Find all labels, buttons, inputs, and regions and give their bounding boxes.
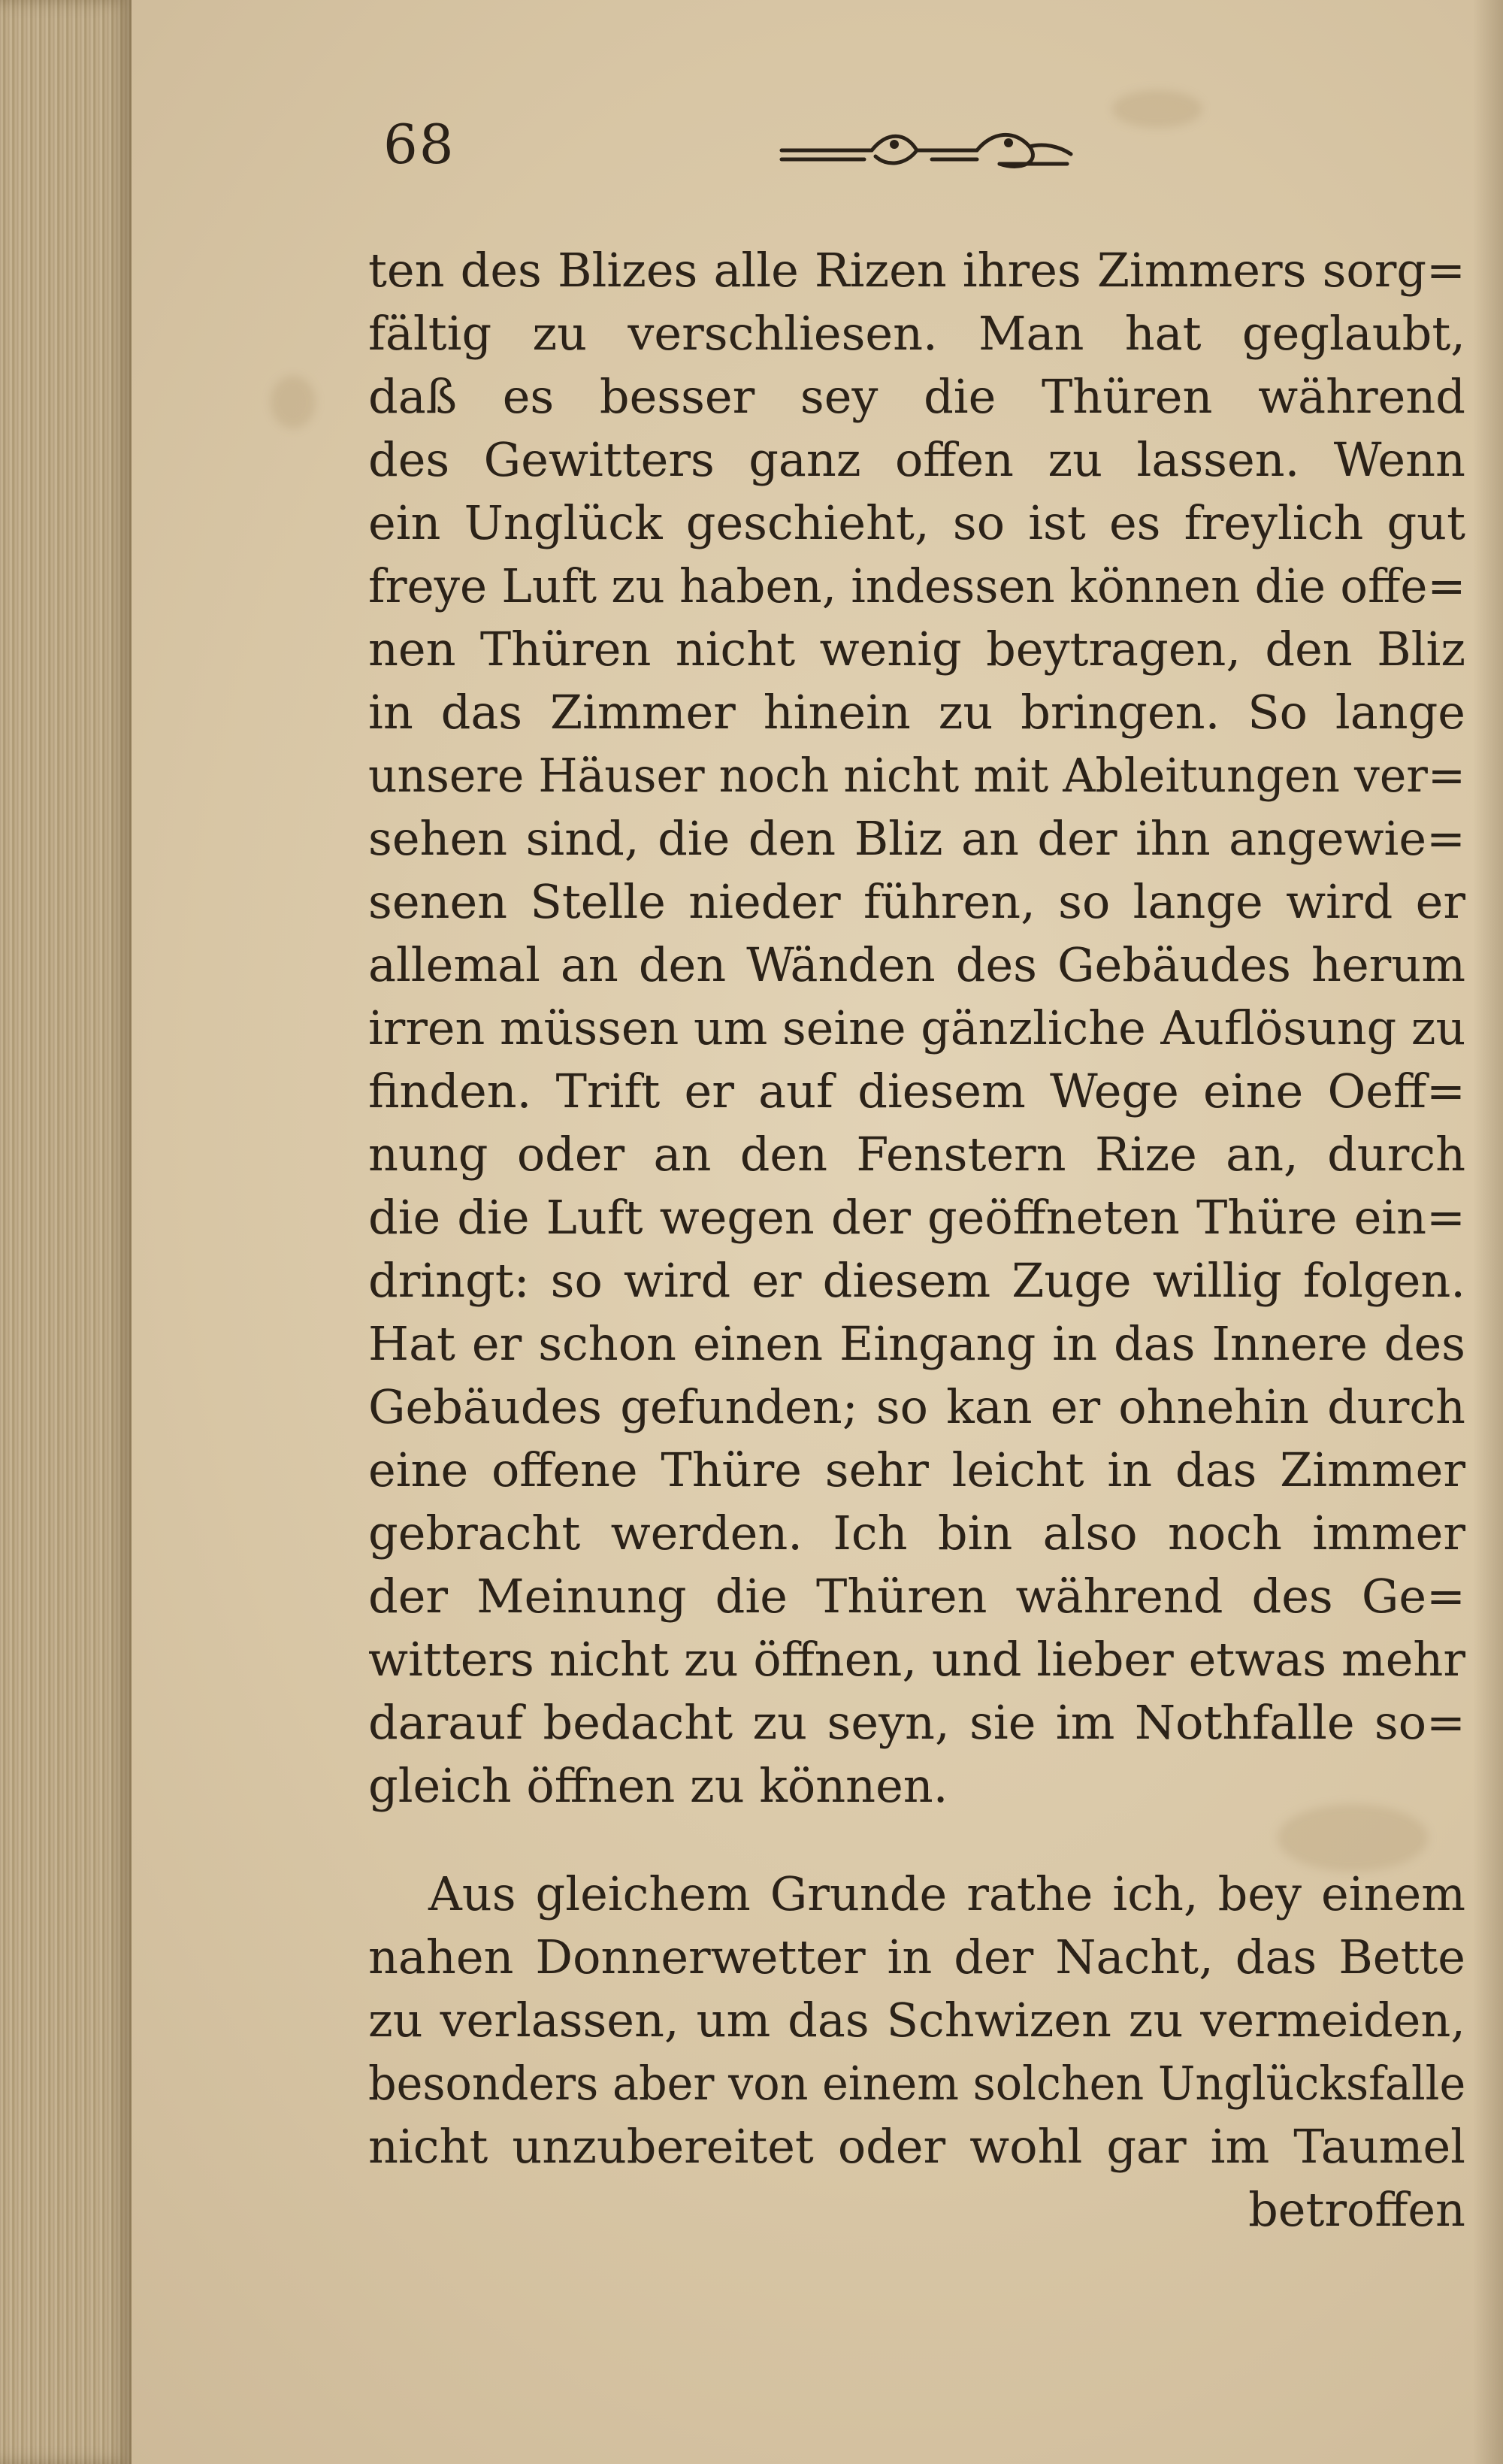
text-line: besonders aber von einem solchen Unglücksfalle	[368, 2056, 1466, 2111]
text-line: senen Stelle nieder führen, so lange wird er	[368, 874, 1465, 929]
text-line: Aus gleichem Grunde rathe ich, bey einem	[428, 1866, 1465, 1921]
text-line: witters nicht zu öffnen, und lieber etwas mehr	[368, 1632, 1465, 1687]
text-line: ten des Blizes alle Rizen ihres Zimmers sorg=	[368, 243, 1465, 298]
book-binding-gutter	[0, 0, 132, 2464]
text-line: zu verlassen, um das Schwizen zu vermeiden,	[368, 1993, 1465, 2048]
text-line: nicht unzubereitet oder wohl gar im Taumel	[368, 2119, 1465, 2174]
catchword: betroffen	[1248, 2182, 1465, 2237]
body-text	[368, 239, 1465, 2242]
text-line: Gebäudes gefunden; so kan er ohnehin durch	[368, 1379, 1465, 1434]
text-line: Hat er schon einen Eingang in das Innere des	[368, 1316, 1465, 1371]
text-line: dringt: so wird er diesem Zuge willig folgen.	[368, 1253, 1465, 1308]
text-line: nung oder an den Fenstern Rize an, durch	[368, 1127, 1465, 1182]
text-line: nen Thüren nicht wenig beytragen, den Bliz	[368, 622, 1465, 677]
paper-stain	[271, 376, 316, 428]
page-edge-shadow	[1473, 0, 1503, 2464]
text-line: ein Unglück geschieht, so ist es freylich gut	[368, 495, 1465, 550]
text-line: finden. Trift er auf diesem Wege eine Oeff=	[368, 1064, 1465, 1118]
text-line: allemal an den Wänden des Gebäudes herum	[368, 937, 1465, 992]
text-line: fältig zu verschliesen. Man hat geglaubt,	[368, 306, 1465, 361]
text-line: gleich öffnen zu können.	[368, 1758, 948, 1813]
text-line: irren müssen um seine gänzliche Auflösung zu	[368, 1000, 1466, 1055]
page-header	[376, 113, 1127, 195]
text-line: darauf bedacht zu seyn, sie im Nothfalle so=	[368, 1695, 1465, 1750]
text-line: freye Luft zu haben, indessen können die offe=	[368, 558, 1466, 613]
text-line: unsere Häuser noch nicht mit Ableitungen ver=	[368, 748, 1466, 803]
text-line: des Gewitters ganz offen zu lassen. Wenn	[368, 432, 1465, 487]
text-line: die die Luft wegen der geöffneten Thüre ein=	[368, 1190, 1465, 1245]
text-line: nahen Donnerwetter in der Nacht, das Bette	[368, 1930, 1465, 1984]
text-line: gebracht werden. Ich bin also noch immer	[368, 1506, 1465, 1560]
text-line: eine offene Thüre sehr leicht in das Zimmer	[368, 1442, 1465, 1497]
text-line: der Meinung die Thüren während des Ge=	[368, 1569, 1465, 1624]
text-line: in das Zimmer hinein zu bringen. So lange	[368, 685, 1465, 740]
page-number: 68	[383, 113, 455, 176]
decorative-rule-icon	[774, 120, 1075, 180]
text-line: daß es besser sey die Thüren während	[368, 369, 1465, 424]
paragraph-break	[368, 1818, 1465, 1863]
text-line: sehen sind, die den Bliz an der ihn angewie=	[368, 811, 1465, 866]
